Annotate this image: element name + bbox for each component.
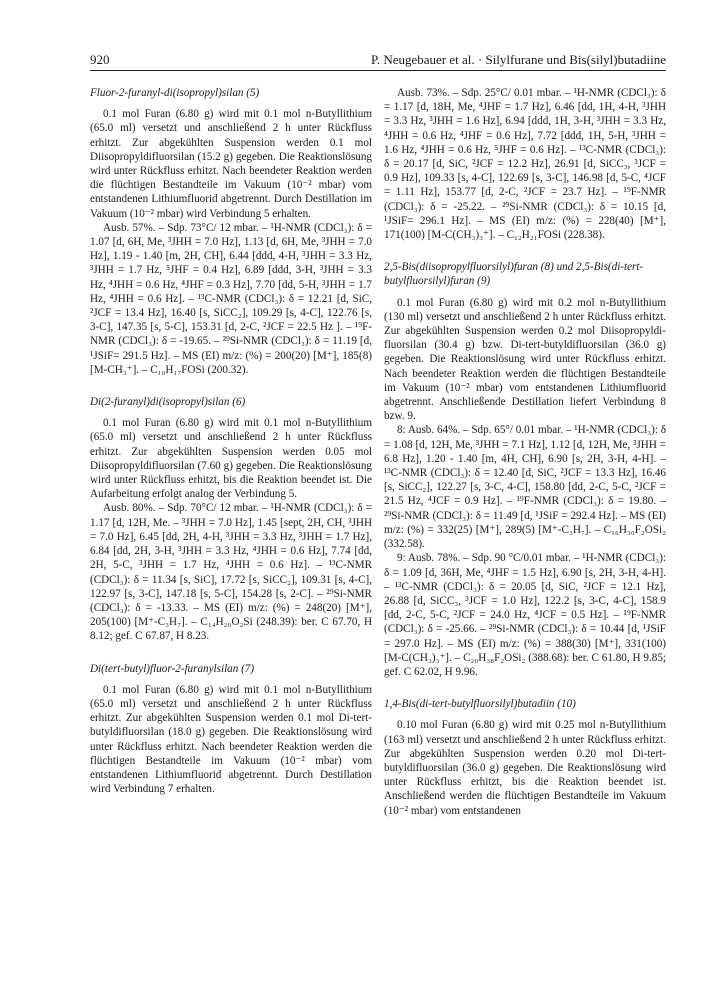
synthesis-paragraph-compounds-8-9: 0.1 mol Furan (6.80 g) wird mit 0.2 mol n-Butyllithium (130 ml) versetzt und anschließend 2 h unter Rückfluss erhitzt. Zur abgekühlten Suspension werden 0.2 mol Diisopropyldi-fluorsilan (30.4 g) bzw. Di-tert-butyldifluorsilan (36.0 g) gegeben. Die Reaktionslösung wird unter Rückfluss erhitzt. Nach beendeter Reaktion werden die flüchtigen Bestandteile im Vakuum (10⁻² mbar) vom entstandenen Lithiumfluorid abgetrennt. Anschließende Destillation liefert Verbindung 8 bzw. 9. bbox=[384, 296, 666, 423]
analysis-paragraph-compound-8: 8: Ausb. 64%. – Sdp. 65°/ 0.01 mbar. – ¹H-NMR (CDCl₃): δ = 1.08 [d, 12H, Me, ³JHH = 7.1 Hz], 1.12 [d, 12H, Me, ³JHH = 6.8 Hz], 1.20 - 1.40 [m, 4H, CH], 6.90 [s, 2H, 3-H, 4-H]. – ¹³C-NMR (CDCl₃): δ = 12.40 [d, SiC, ²JCF = 13.3 Hz], 16.46 [s, SiCC₂], 122.27 [s, 3-C, 4-C], 158.80 [dd, 2-C, 5-C, ²JCF = 21.5 Hz, ⁴JCF = 0.9 Hz]. – ¹⁹F-NMR (CDCl₃): δ = 19.80. – ²⁹Si-NMR (CDCl₃): δ = 11.49 [d, ¹JSiF = 292.4 Hz]. – MS (EI) m/z: (%) = 332(25) [M⁺], 289(5) [M⁺-C₃H₇]. – C₁₆H₃₀F₂OSi₂ (332.58). bbox=[384, 424, 666, 551]
section-heading-compound-5: Fluor-2-furanyl-di(isopropyl)silan (5) bbox=[90, 87, 260, 99]
left-column bbox=[90, 86, 372, 796]
synthesis-paragraph-compound-10: 0.10 mol Furan (6.80 g) wird mit 0.25 mol n-Butyllithium (163 ml) versetzt und anschließend 2 h unter Rückfluss erhitzt. Zur abgekühlten Suspension werden 0.20 mol Di-tert-butyldifluorsilan (36.0 g) gegeben. Die Reaktionslösung wird unter Rückfluss erhitzt, bis die Reaktion beendet ist. Anschließend werden die flüchtigen Bestandteile im Vakuum (10⁻² mbar) vom entstandenen bbox=[384, 719, 666, 817]
synthesis-paragraph-compound-7: 0.1 mol Furan (6.80 g) wird mit 0.1 mol n-Butyllithium (65.0 ml) versetzt und anschließend 2 h unter Rückfluss erhitzt. Zur abgekühlten Suspension werden 0.1 mol Di-tert-butyldifluorsilan (18.0 g) gegeben. Die Reaktionslösung wird unter Rückfluss erhitzt. Nach beendeter Reaktion werden die flüchtigen Bestandteile im Vakuum (10⁻² mbar) vom entstandenen Lithiumfluorid abgetrennt. Durch Destillation wird Verbindung 7 erhalten. bbox=[90, 683, 372, 796]
section-heading-compounds-8-9: 2,5-Bis(diisopropylfluorsilyl)furan (8) und 2,5-Bis(di-tert-butylfluorsilyl)furan (9) bbox=[384, 261, 644, 288]
running-head: P. Neugebauer et al. · Silylfurane und Bis(silyl)butadiine bbox=[371, 52, 666, 67]
right-column bbox=[384, 86, 666, 818]
page-header bbox=[90, 44, 666, 71]
page-number: 920 bbox=[90, 52, 110, 67]
section-heading-compound-10: 1,4-Bis(di-tert-butylfluorsilyl)butadiin (10) bbox=[384, 698, 576, 711]
analysis-paragraph-compound-6: Ausb. 80%. – Sdp. 70°C/ 12 mbar. – ¹H-NMR (CDCl₃): δ = 1.17 [d, 12H, Me. – ³JHH = 7.0 Hz], 1.45 [sept, 2H, CH, ³JHH = 7.0 Hz], 6.45 [dd, 2H, 4-H, ³JHH = 3.3 Hz, ³JHH = 1.7 Hz], 6.84 [dd, 2H, 3-H, ³JHH = 3.3 Hz, ⁴JHH = 0.6 Hz], 7.74 [dd, 2H, 5-C, ³JHH = 1.7 Hz, ⁴JHH = 0.6 Hz]. – ¹³C-NMR (CDCl₃): δ = 11.34 [s, SiC], 17.72 [s, SiCC₂], 109.31 [s, 4-C], 122.97 [s, 3-C], 147.18 [s, 5-C], 154.28 [s, 2-C]. – ²⁹Si-NMR (CDCl₃): δ = -13.33. – MS (EI) m/z: (%) = 248(20) [M⁺], 205(100) [M⁺-C₃H₇]. – C₁₄H₂₀O₂Si (248.39): ber. C 67.70, H 8.12; gef. C 67.87, H 8.23. bbox=[90, 502, 372, 643]
analysis-paragraph-compound-9: 9: Ausb. 78%. – Sdp. 90 °C/0.01 mbar. – ¹H-NMR (CDCl₃): δ = 1.09 [d, 36H, Me, ⁴JHF = 1.5 Hz], 6.90 [s, 2H, 3-H, 4-H]. – ¹³C-NMR (CDCl₃): δ = 20.05 [d, SiC, ²JCF = 12.1 Hz], 26.88 [d, SiCC₃, ³JCF = 1.0 Hz], 122.2 [s, 3-C, 4-C], 158.9 [dd, 2-C, 5-C, ²JCF = 24.0 Hz, ⁴JCF = 0.5 Hz]. – ¹⁹F-NMR (CDCl₃): δ = -25.66. – ²⁹Si-NMR (CDCl₃): δ = 10.44 [d, ¹JSiF = 297.0 Hz]. – MS (EI) m/z: (%) = 388(30) [M⁺], 331(100) [M-C(CH₃)₃⁺]. – C₂₀H₃₈F₂OSi₂ (388.68): ber. C 61.80, H 9.85; gef. C 62.02, H 9.96. bbox=[384, 552, 666, 678]
section-heading-compound-6: Di(2-furanyl)di(isopropyl)silan (6) bbox=[90, 396, 246, 409]
synthesis-paragraph-compound-5: 0.1 mol Furan (6.80 g) wird mit 0.1 mol n-Butyllithium (65.0 ml) versetzt und anschließend 2 h unter Rückfluss erhitzt. Zur abgekühlten Suspension werden 0.1 mol Diisopropyldifluorsilan (15.2 g) gegeben. Die Reaktionslösung wird unter Rückfluss erhitzt. Nach beendeter Reaktion werden die flüchtigen Bestandteile im Vakuum (10⁻² mbar) vom entstandenen Lithiumfluorid abgetrennt. Durch Destillation im Vakuum (10⁻² mbar) wird Verbindung 5 erhalten. bbox=[90, 108, 372, 220]
analysis-paragraph-compound-5: Ausb. 57%. – Sdp. 73°C/ 12 mbar. – ¹H-NMR (CDCl₃): δ = 1.07 [d, 6H, Me, ³JHH = 7.0 Hz], 1.13 [d, 6H, Me, ³JHH = 7.0 Hz], 1.19 - 1.40 [m, 2H, CH], 6.44 [ddd, 4-H, ³JHH = 3.3 Hz, ³JHH = 1.7 Hz, ⁵JHF = 0.4 Hz], 6.89 [ddd, 3-H, ³JHH = 3.3 Hz, ⁴JHH = 0.6 Hz, ⁴JHF = 0.3 Hz], 7.70 [dd, 5-H, ³JHH = 1.7 Hz, ⁴JHH = 0.6 Hz]. – ¹³C-NMR (CDCl₃): δ = 12.21 [d, SiC, ²JCF = 13.4 Hz], 16.40 [s, SiCC₂], 109.29 [s, 4-C], 122.76 [s, 3-C], 147.35 [s, 5-C], 153.31 [d, 2-C, ²JCF = 22.5 Hz ]. – ¹⁹F-NMR (CDCl₃): δ = -19.65. – ²⁹Si-NMR (CDCl₃): δ = 11.19 [d, ¹JSiF= 291.5 Hz]. – MS (EI) m/z: (%) = 200(20) [M⁺], 185(8) [M-CH₃⁺]. – C₁₀H₁₇FOSi (200.32). bbox=[90, 221, 372, 376]
synthesis-paragraph-compound-6: 0.1 mol Furan (6.80 g) wird mit 0.1 mol n-Butyllithium (65.0 ml) versetzt und anschließend 2 h unter Rückfluss erhitzt. Zur abgekühlten Suspension werden 0.05 mol Diisopropyldifluorsilan (7.60 g) gegeben. Die Reaktionslösung wird unter Rückfluss erhitzt, bis die Reaktion beendet ist. Die Aufarbeitung erfolgt analog der Verbindung 5. bbox=[90, 417, 372, 501]
analysis-paragraph-compound-7: Ausb. 73%. – Sdp. 25°C/ 0.01 mbar. – ¹H-NMR (CDCl₃): δ = 1.17 [d, 18H, Me, ⁴JHF = 1.7 Hz], 6.46 [dd, 1H, 4-H, ³JHH = 3.3 Hz, ³JHH = 1.6 Hz], 6.94 [ddd, 1H, 3-H, ³JHH = 3.3 Hz, ⁴JHH = 0.6 Hz, ⁴JHF = 0.6 Hz], 7.72 [ddd, 1H, 5-H, ³JHH = 1.6 Hz, ⁴JHH = 0.6 Hz, ⁵JHF = 0.6 Hz]. – ¹³C-NMR (CDCl₃): δ = 20.17 [d, SiC, ²JCF = 12.2 Hz], 26.91 [d, SiCC₃, ³JCF = 0.9 Hz], 109.33 [s, 4-C], 122.69 [s, 3-C], 146.98 [d, 5-C, ⁴JCF = 1.11 Hz], 153.77 [d, 2-C, ²JCF = 23.7 Hz]. – ¹⁹F-NMR (CDCl₃): δ = -25.22. – ²⁹Si-NMR (CDCl₃): δ = 10.15 [d, ¹JSiF= 296.1 Hz]. – MS (EI) m/z: (%) = 228(40) [M⁺], 171(100) [M-C(CH₃)₃⁺]. – C₁₂H₂₁FOSi (228.38). bbox=[384, 87, 666, 242]
section-heading-compound-7: Di(tert-butyl)fluor-2-furanylsilan (7) bbox=[90, 662, 255, 675]
